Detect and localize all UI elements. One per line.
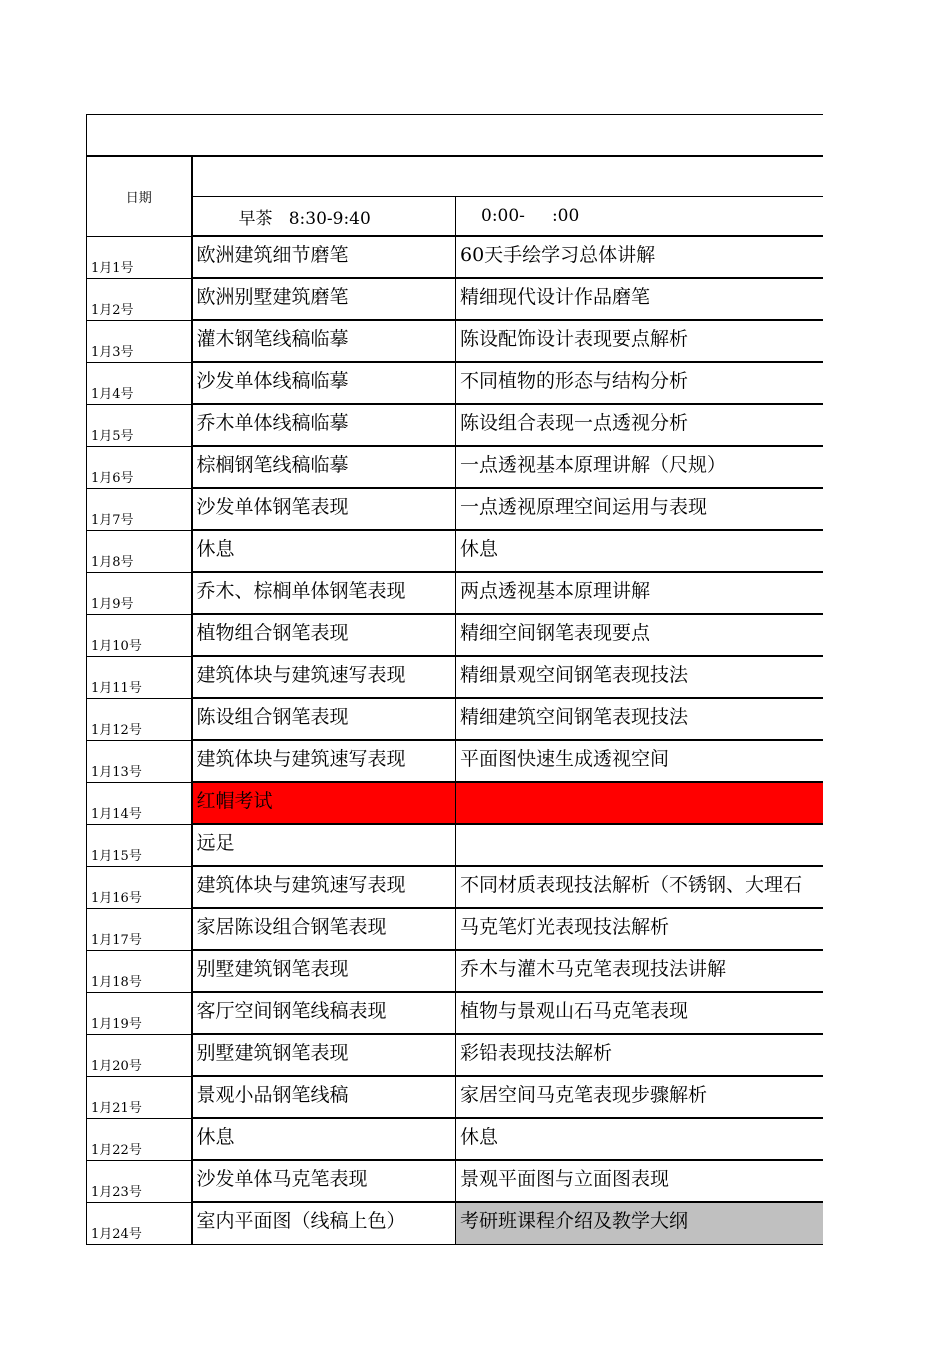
slot-a-cell[interactable]: 远足 bbox=[192, 824, 456, 866]
table-row bbox=[87, 782, 823, 824]
date-cell[interactable]: 1月4号 bbox=[87, 362, 192, 404]
table-row bbox=[87, 572, 823, 614]
table-row bbox=[87, 740, 823, 782]
slot-a-cell[interactable]: 红帽考试 bbox=[192, 782, 456, 824]
title-row bbox=[87, 115, 823, 157]
date-cell[interactable]: 1月10号 bbox=[87, 614, 192, 656]
slot-a-header[interactable] bbox=[192, 197, 456, 237]
header-merged-cell[interactable] bbox=[192, 156, 823, 197]
date-header[interactable] bbox=[87, 156, 192, 236]
table-row bbox=[87, 488, 823, 530]
date-cell[interactable]: 1月13号 bbox=[87, 740, 192, 782]
slot-b-cell[interactable]: 精细现代设计作品磨笔 bbox=[456, 278, 823, 320]
date-cell[interactable]: 1月5号 bbox=[87, 404, 192, 446]
slot-a-cell[interactable]: 沙发单体钢笔表现 bbox=[192, 488, 456, 530]
slot-a-cell[interactable]: 欧洲建筑细节磨笔 bbox=[192, 236, 456, 278]
date-cell[interactable]: 1月21号 bbox=[87, 1076, 192, 1118]
slot-b-cell[interactable]: 休息 bbox=[456, 1118, 823, 1160]
date-cell[interactable]: 1月24号 bbox=[87, 1202, 192, 1244]
slot-a-label: 早茶 8:30-9:40 bbox=[238, 208, 371, 229]
header-row-1 bbox=[87, 156, 823, 197]
slot-b-cell[interactable]: 一点透视原理空间运用与表现 bbox=[456, 488, 823, 530]
date-cell[interactable]: 1月1号 bbox=[87, 236, 192, 278]
slot-b-cell[interactable]: 彩铅表现技法解析 bbox=[456, 1034, 823, 1076]
table-row bbox=[87, 614, 823, 656]
slot-b-cell[interactable]: 陈设组合表现一点透视分析 bbox=[456, 404, 823, 446]
slot-b-cell[interactable]: 平面图快速生成透视空间 bbox=[456, 740, 823, 782]
table-row bbox=[87, 1202, 823, 1244]
table-row bbox=[87, 992, 823, 1034]
slot-b-cell[interactable] bbox=[456, 824, 823, 866]
slot-a-cell[interactable]: 景观小品钢笔线稿 bbox=[192, 1076, 456, 1118]
slot-a-cell[interactable]: 别墅建筑钢笔表现 bbox=[192, 1034, 456, 1076]
slot-a-cell[interactable]: 客厅空间钢笔线稿表现 bbox=[192, 992, 456, 1034]
date-cell[interactable]: 1月22号 bbox=[87, 1118, 192, 1160]
table-row bbox=[87, 1118, 823, 1160]
slot-a-cell[interactable]: 灌木钢笔线稿临摹 bbox=[192, 320, 456, 362]
date-cell[interactable]: 1月19号 bbox=[87, 992, 192, 1034]
slot-b-cell[interactable] bbox=[456, 782, 823, 824]
table-row bbox=[87, 404, 823, 446]
slot-b-cell[interactable]: 马克笔灯光表现技法解析 bbox=[456, 908, 823, 950]
slot-a-cell[interactable]: 乔木单体线稿临摹 bbox=[192, 404, 456, 446]
slot-b-cell[interactable]: 一点透视基本原理讲解（尺规） bbox=[456, 446, 823, 488]
date-cell[interactable]: 1月20号 bbox=[87, 1034, 192, 1076]
date-cell[interactable]: 1月12号 bbox=[87, 698, 192, 740]
slot-a-cell[interactable]: 家居陈设组合钢笔表现 bbox=[192, 908, 456, 950]
table-row bbox=[87, 950, 823, 992]
date-cell[interactable]: 1月9号 bbox=[87, 572, 192, 614]
slot-b-cell[interactable]: 不同植物的形态与结构分析 bbox=[456, 362, 823, 404]
slot-b-cell[interactable]: 乔木与灌木马克笔表现技法讲解 bbox=[456, 950, 823, 992]
slot-a-cell[interactable]: 建筑体块与建筑速写表现 bbox=[192, 656, 456, 698]
table-row bbox=[87, 908, 823, 950]
date-cell[interactable]: 1月6号 bbox=[87, 446, 192, 488]
slot-a-cell[interactable]: 室内平面图（线稿上色） bbox=[192, 1202, 456, 1244]
table-row bbox=[87, 698, 823, 740]
slot-b-cell[interactable]: 陈设配饰设计表现要点解析 bbox=[456, 320, 823, 362]
slot-b-cell[interactable]: 精细建筑空间钢笔表现技法 bbox=[456, 698, 823, 740]
table-row bbox=[87, 446, 823, 488]
slot-b-cell[interactable]: 植物与景观山石马克笔表现 bbox=[456, 992, 823, 1034]
slot-b-cell[interactable]: 不同材质表现技法解析（不锈钢、大理石 bbox=[456, 866, 823, 908]
date-cell[interactable]: 1月17号 bbox=[87, 908, 192, 950]
slot-b-cell[interactable]: 60天手绘学习总体讲解 bbox=[456, 236, 823, 278]
slot-a-cell[interactable]: 陈设组合钢笔表现 bbox=[192, 698, 456, 740]
slot-a-cell[interactable]: 欧洲别墅建筑磨笔 bbox=[192, 278, 456, 320]
schedule-table bbox=[86, 114, 823, 1245]
table-row bbox=[87, 1076, 823, 1118]
table-row bbox=[87, 530, 823, 572]
slot-b-label: 0:00- :00 bbox=[481, 206, 580, 226]
slot-a-cell[interactable]: 沙发单体线稿临摹 bbox=[192, 362, 456, 404]
slot-b-cell[interactable]: 家居空间马克笔表现步骤解析 bbox=[456, 1076, 823, 1118]
slot-b-header[interactable] bbox=[456, 197, 823, 237]
slot-a-cell[interactable]: 别墅建筑钢笔表现 bbox=[192, 950, 456, 992]
date-header-label: 日期 bbox=[125, 190, 152, 206]
slot-b-cell[interactable]: 休息 bbox=[456, 530, 823, 572]
table-row bbox=[87, 824, 823, 866]
date-cell[interactable]: 1月8号 bbox=[87, 530, 192, 572]
header-row-2 bbox=[87, 197, 823, 237]
date-cell[interactable]: 1月3号 bbox=[87, 320, 192, 362]
schedule-sheet bbox=[86, 114, 822, 1245]
slot-a-cell[interactable]: 建筑体块与建筑速写表现 bbox=[192, 740, 456, 782]
table-row bbox=[87, 236, 823, 278]
slot-a-cell[interactable]: 植物组合钢笔表现 bbox=[192, 614, 456, 656]
date-cell[interactable]: 1月18号 bbox=[87, 950, 192, 992]
table-row bbox=[87, 866, 823, 908]
table-row bbox=[87, 362, 823, 404]
slot-a-cell[interactable]: 沙发单体马克笔表现 bbox=[192, 1160, 456, 1202]
table-row bbox=[87, 1034, 823, 1076]
slot-b-cell[interactable]: 两点透视基本原理讲解 bbox=[456, 572, 823, 614]
title-cell[interactable] bbox=[87, 115, 823, 157]
slot-a-cell[interactable]: 棕榈钢笔线稿临摹 bbox=[192, 446, 456, 488]
table-row bbox=[87, 278, 823, 320]
date-cell[interactable]: 1月16号 bbox=[87, 866, 192, 908]
slot-b-cell[interactable]: 景观平面图与立面图表现 bbox=[456, 1160, 823, 1202]
date-cell[interactable]: 1月14号 bbox=[87, 782, 192, 824]
slot-b-cell[interactable]: 精细景观空间钢笔表现技法 bbox=[456, 656, 823, 698]
table-row bbox=[87, 1160, 823, 1202]
slot-b-cell[interactable]: 精细空间钢笔表现要点 bbox=[456, 614, 823, 656]
date-cell[interactable]: 1月15号 bbox=[87, 824, 192, 866]
date-cell[interactable]: 1月2号 bbox=[87, 278, 192, 320]
date-cell[interactable]: 1月11号 bbox=[87, 656, 192, 698]
slot-a-cell[interactable]: 建筑体块与建筑速写表现 bbox=[192, 866, 456, 908]
slot-a-cell[interactable]: 休息 bbox=[192, 530, 456, 572]
slot-a-cell[interactable]: 乔木、棕榈单体钢笔表现 bbox=[192, 572, 456, 614]
table-row bbox=[87, 656, 823, 698]
date-cell[interactable]: 1月23号 bbox=[87, 1160, 192, 1202]
slot-b-cell[interactable]: 考研班课程介绍及教学大纲 bbox=[456, 1202, 823, 1244]
date-cell[interactable]: 1月7号 bbox=[87, 488, 192, 530]
table-row bbox=[87, 320, 823, 362]
slot-a-cell[interactable]: 休息 bbox=[192, 1118, 456, 1160]
